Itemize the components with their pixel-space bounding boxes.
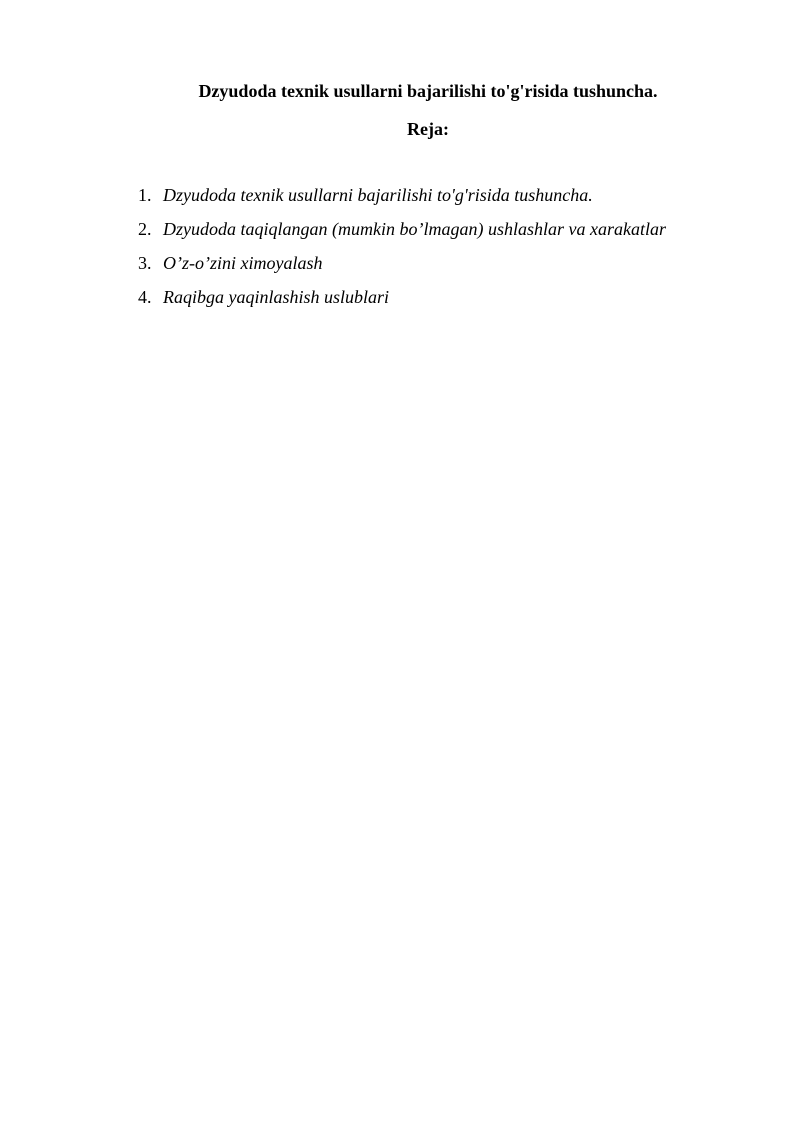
plan-list-item	[138, 216, 666, 250]
plan-item-number: 1.	[138, 185, 152, 205]
plan-heading: Reja:	[407, 119, 449, 139]
plan-item-text: O’z-o’zini ximoyalash	[163, 253, 323, 273]
plan-item-number: 4.	[138, 287, 152, 307]
plan-list-item	[138, 250, 666, 284]
plan-list	[138, 182, 666, 318]
plan-item-text: Dzyudoda taqiqlangan (mumkin bo’lmagan) ushlashlar va xarakatlar	[163, 219, 666, 239]
plan-item-text: Dzyudoda texnik usullarni bajarilishi to'g'risida tushuncha.	[163, 185, 593, 205]
document-title: Dzyudoda texnik usullarni bajarilishi to'g'risida tushuncha.	[198, 81, 658, 101]
plan-item-number: 2.	[138, 219, 152, 239]
plan-item-text: Raqibga yaqinlashish uslublari	[163, 287, 390, 307]
plan-item-number: 3.	[138, 253, 152, 273]
plan-list-item	[138, 182, 666, 216]
plan-list-item	[138, 284, 666, 318]
